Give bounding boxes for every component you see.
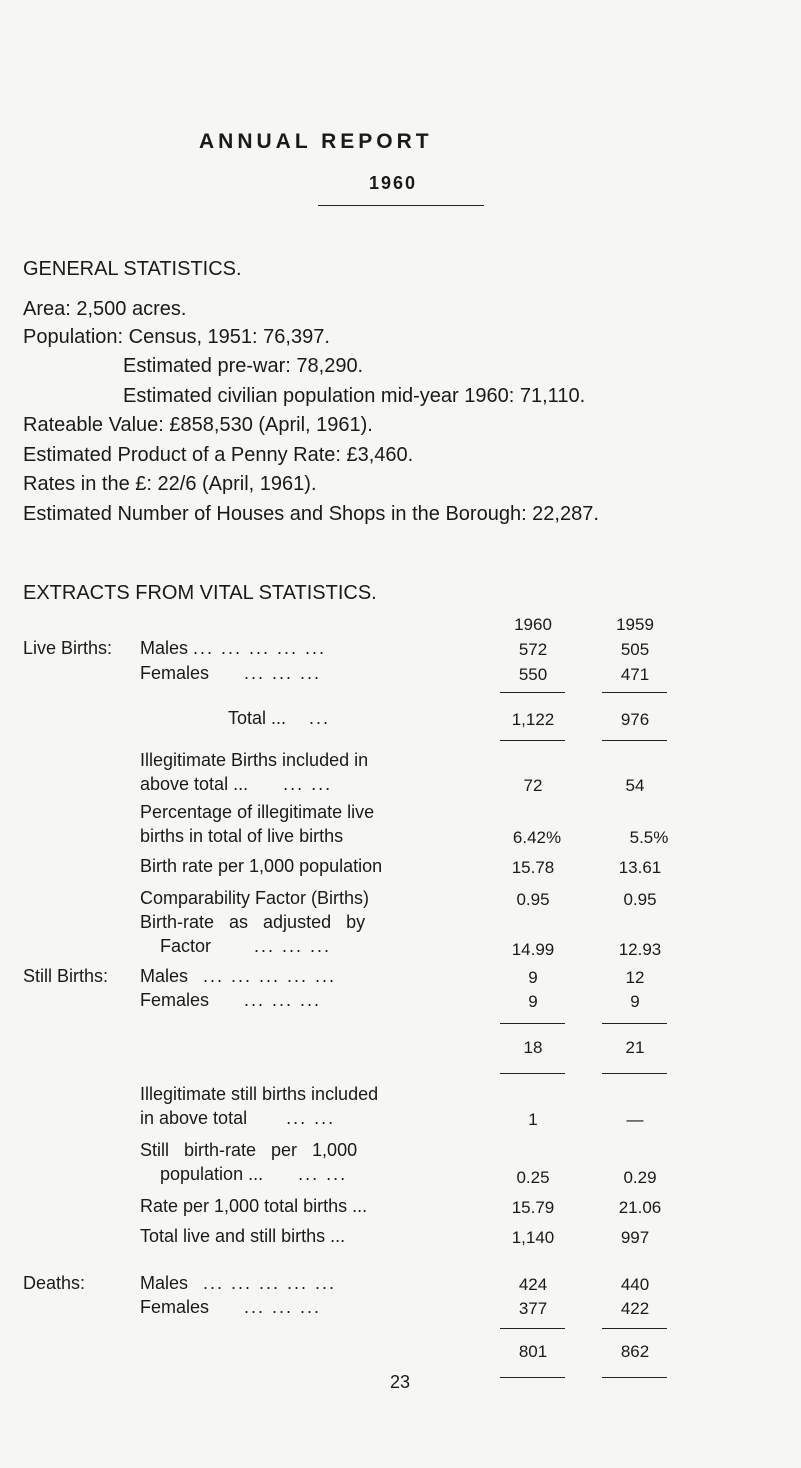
section-live-births: Live Births: xyxy=(23,638,113,658)
value-1960: 9 xyxy=(528,992,538,1011)
report-year: 1960 xyxy=(369,173,418,193)
row-label: Illegitimate Births included in xyxy=(140,750,369,770)
row-label: Comparability Factor (Births) xyxy=(140,888,370,908)
value-1960: 572 xyxy=(518,640,548,659)
total-rule xyxy=(602,1377,667,1378)
value-1959: 12.93 xyxy=(618,940,662,959)
value-1959: 976 xyxy=(620,710,650,729)
value-1960: 1,122 xyxy=(511,710,555,729)
row-label: Males ... ... ... ... ... xyxy=(140,1273,337,1293)
general-penny-rate: Estimated Product of a Penny Rate: £3,460. xyxy=(23,444,414,466)
value-1959: 471 xyxy=(620,665,650,684)
page-number: 23 xyxy=(390,1372,411,1392)
row-label: Females ... ... ... xyxy=(140,663,322,683)
col-header-1960: 1960 xyxy=(514,615,552,634)
row-label: Still birth-rate per 1,000 xyxy=(140,1140,358,1160)
total-rule xyxy=(500,740,565,741)
value-1960: 15.79 xyxy=(511,1198,555,1217)
value-1960: 14.99 xyxy=(511,940,555,959)
row-label: Rate per 1,000 total births ... xyxy=(140,1196,368,1216)
value-1959: 997 xyxy=(620,1228,650,1247)
general-heading: GENERAL STATISTICS. xyxy=(23,258,242,280)
value-1960: 424 xyxy=(518,1275,548,1294)
value-1960: 550 xyxy=(518,665,548,684)
general-population-prewar: Estimated pre-war: 78,290. xyxy=(123,355,364,377)
value-1960: 9 xyxy=(528,968,538,987)
subtotal-rule xyxy=(602,692,667,693)
section-still-births: Still Births: xyxy=(23,966,109,986)
value-1960: 801 xyxy=(518,1342,548,1361)
row-label: Males ... ... ... ... ... xyxy=(140,638,327,658)
value-1959: 21.06 xyxy=(618,1198,662,1217)
row-label: births in total of live births xyxy=(140,826,344,846)
general-area: Area: 2,500 acres. xyxy=(23,298,187,320)
vital-heading: EXTRACTS FROM VITAL STATISTICS. xyxy=(23,582,377,604)
section-deaths: Deaths: xyxy=(23,1273,86,1293)
value-1959: 12 xyxy=(625,968,645,987)
value-1959: 13.61 xyxy=(618,858,662,877)
general-rates: Rates in the £: 22/6 (April, 1961). xyxy=(23,473,317,495)
row-label: Females ... ... ... xyxy=(140,990,322,1010)
row-label: Factor ... ... ... xyxy=(160,936,332,956)
value-1959: 505 xyxy=(620,640,650,659)
value-1959: 0.29 xyxy=(623,1168,657,1187)
subtotal-rule xyxy=(602,1328,667,1329)
value-1960: 6.42% xyxy=(512,828,562,847)
value-1960: 1 xyxy=(528,1110,538,1129)
report-title: ANNUAL REPORT xyxy=(199,130,433,153)
value-1960: 0.25 xyxy=(516,1168,550,1187)
value-1960: 72 xyxy=(523,776,543,795)
row-label: Total ... ... xyxy=(228,708,331,728)
row-label: population ... ... ... xyxy=(160,1164,348,1184)
general-population-census: Population: Census, 1951: 76,397. xyxy=(23,326,330,348)
header-divider xyxy=(318,205,484,206)
value-1959: 9 xyxy=(630,992,640,1011)
row-label: Females ... ... ... xyxy=(140,1297,322,1317)
value-1960: 15.78 xyxy=(511,858,555,877)
row-label: Percentage of illegitimate live xyxy=(140,802,375,822)
row-label: Males ... ... ... ... ... xyxy=(140,966,337,986)
value-1959: 5.5% xyxy=(629,828,669,847)
subtotal-rule xyxy=(500,692,565,693)
row-label: in above total ... ... xyxy=(140,1108,336,1128)
total-rule xyxy=(602,740,667,741)
subtotal-rule xyxy=(602,1023,667,1024)
value-1959: 54 xyxy=(625,776,645,795)
row-label: above total ... ... ... xyxy=(140,774,333,794)
row-label: Birth rate per 1,000 population xyxy=(140,856,383,876)
subtotal-rule xyxy=(500,1023,565,1024)
subtotal-rule xyxy=(500,1328,565,1329)
general-rateable-value: Rateable Value: £858,530 (April, 1961). xyxy=(23,414,373,436)
total-rule xyxy=(500,1073,565,1074)
value-1960: 18 xyxy=(523,1038,543,1057)
general-houses-shops: Estimated Number of Houses and Shops in the Borough: 22,287. xyxy=(23,503,599,525)
value-1960: 0.95 xyxy=(516,890,550,909)
value-1959: — xyxy=(626,1110,644,1129)
col-header-1959: 1959 xyxy=(616,615,654,634)
total-rule xyxy=(602,1073,667,1074)
general-population-civilian: Estimated civilian population mid-year 1960: 71,110. xyxy=(123,385,586,407)
row-label: Birth-rate as adjusted by xyxy=(140,912,366,932)
row-label: Illegitimate still births included xyxy=(140,1084,379,1104)
value-1959: 0.95 xyxy=(623,890,657,909)
value-1959: 862 xyxy=(620,1342,650,1361)
value-1959: 440 xyxy=(620,1275,650,1294)
row-label: Total live and still births ... xyxy=(140,1226,346,1246)
total-rule xyxy=(500,1377,565,1378)
value-1959: 21 xyxy=(625,1038,645,1057)
value-1959: 422 xyxy=(620,1299,650,1318)
value-1960: 1,140 xyxy=(511,1228,555,1247)
value-1960: 377 xyxy=(518,1299,548,1318)
